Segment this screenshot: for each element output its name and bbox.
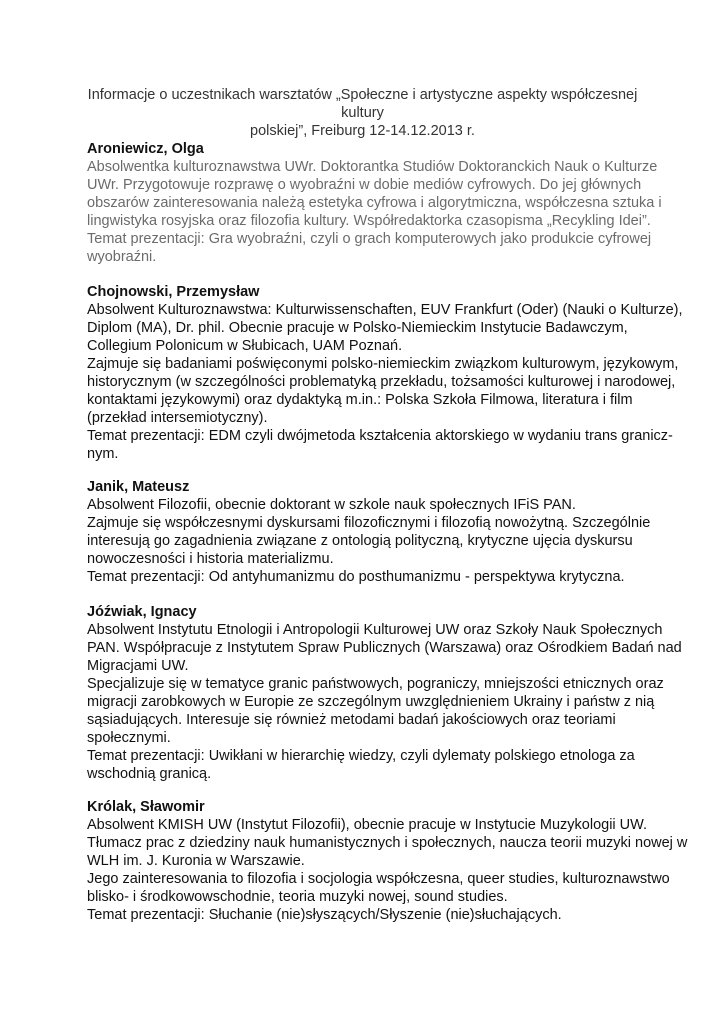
entry-line: Absolwent Instytutu Etnologii i Antropologii Kulturowej UW oraz Szkoły Nauk Społecznych (87, 622, 663, 638)
entry-line: Temat prezentacji: EDM czyli dwójmetoda kształcenia aktorskiego w wydaniu trans granicz- (87, 428, 673, 444)
participant-name: Aroniewicz, Olga (87, 141, 204, 157)
entry-line: wschodnią granicą. (87, 766, 212, 782)
entry-line: Absolwent Filozofii, obecnie doktorant w szkole nauk społecznych IFiS PAN. (87, 497, 576, 513)
entry-line: WLH im. J. Kuronia w Warszawie. (87, 853, 305, 869)
entry-line: Temat prezentacji: Od antyhumanizmu do posthumanizmu - perspektywa krytyczna. (87, 569, 625, 585)
participant-entry (87, 140, 662, 266)
entry-line: Absolwent KMISH UW (Instytut Filozofii), obecnie pracuje w Instytucie Muzykologii UW. (87, 817, 648, 833)
document-title-line: polskiej”, Freiburg 12-14.12.2013 r. (250, 123, 475, 139)
entry-line: Absolwent Kulturoznawstwa: Kulturwissenschaften, EUV Frankfurt (Oder) (Nauki o Kulturze), (87, 302, 683, 318)
entry-line: nym. (87, 446, 119, 462)
participant-entry (87, 478, 651, 586)
entry-line: sąsiadujących. Interesuje się również metodami badań jakościowych oraz teoriami (87, 712, 616, 728)
participant-name: Janik, Mateusz (87, 479, 190, 495)
document-title (80, 86, 645, 140)
entry-line: kontaktami językowymi) oraz dydaktyką m.in.: Polska Szkoła Filmowa, literatura i film (87, 392, 633, 408)
entry-line: społecznymi. (87, 730, 171, 746)
entry-line: PAN. Współpracuje z Instytutem Spraw Publicznych (Warszawa) oraz Ośrodkiem Badań nad (87, 640, 682, 656)
entry-line: obszarów zainteresowania należą estetyka cyfrowa i algorytmiczna, współczesna sztuka i (87, 195, 662, 211)
entry-line: Tłumacz prac z dziedziny nauk humanistycznych i społecznych, naucza teorii muzyki nowej w (87, 835, 688, 851)
participant-name: Chojnowski, Przemysław (87, 284, 260, 300)
entry-line: Absolwentka kulturoznawstwa UWr. Doktorantka Studiów Doktoranckich Nauk o Kulturze (87, 159, 658, 175)
entry-line: blisko- i środkowowschodnie, teoria muzyki nowej, sound studies. (87, 889, 508, 905)
entry-line: Temat prezentacji: Słuchanie (nie)słyszących/Słyszenie (nie)słuchających. (87, 907, 562, 923)
entry-line: migracji zarobkowych w Europie ze szczególnym uwzględnieniem Ukrainy i państw z nią (87, 694, 655, 710)
entry-line: Collegium Polonicum w Słubicach, UAM Poznań. (87, 338, 403, 354)
entry-line: interesują go zagadnienia związane z ontologią polityczną, krytyczne ujęcia dyskursu (87, 533, 633, 549)
entry-line: Specjalizuje się w tematyce granic państwowych, pograniczy, mniejszości etnicznych oraz (87, 676, 664, 692)
entry-line: Temat prezentacji: Uwikłani w hierarchię wiedzy, czyli dylematy polskiego etnologa za (87, 748, 635, 764)
entry-line: historycznym (w szczególności problematyką przekładu, tożsamości kulturowej i narodowej, (87, 374, 676, 390)
entry-line: Jego zainteresowania to filozofia i socjologia współczesna, queer studies, kulturoznawstwo (87, 871, 670, 887)
entry-line: (przekład intersemiotyczny). (87, 410, 268, 426)
entry-line: UWr. Przygotowuje rozprawę o wyobraźni w dobie mediów cyfrowych. Do jej głównych (87, 177, 642, 193)
entry-line: wyobraźni. (87, 249, 157, 265)
participant-entry (87, 603, 682, 783)
entry-line: Diplom (MA), Dr. phil. Obecnie pracuje w Polsko-Niemieckim Instytucie Badawczym, (87, 320, 628, 336)
entry-line: Migracjami UW. (87, 658, 189, 674)
participant-entry (87, 283, 683, 463)
entry-line: Zajmuje się badaniami poświęconymi polsko-niemieckim związkom kulturowym, językowym, (87, 356, 679, 372)
entry-line: Temat prezentacji: Gra wyobraźni, czyli o grach komputerowych jako produkcie cyfrowej (87, 231, 652, 247)
entry-line: lingwistyka rosyjska oraz filozofia kultury. Współredaktorka czasopisma „Recykling Idei”. (87, 213, 651, 229)
participant-entry (87, 798, 688, 924)
participant-name: Królak, Sławomir (87, 799, 205, 815)
entry-line: nowoczesności i historia materializmu. (87, 551, 334, 567)
participant-name: Jóźwiak, Ignacy (87, 604, 197, 620)
entry-line: Zajmuje się współczesnymi dyskursami filozoficznymi i filozofią nowożytną. Szczególnie (87, 515, 651, 531)
document-title-line: Informacje o uczestnikach warsztatów „Społeczne i artystyczne aspekty współczesnej kultury (87, 87, 638, 121)
